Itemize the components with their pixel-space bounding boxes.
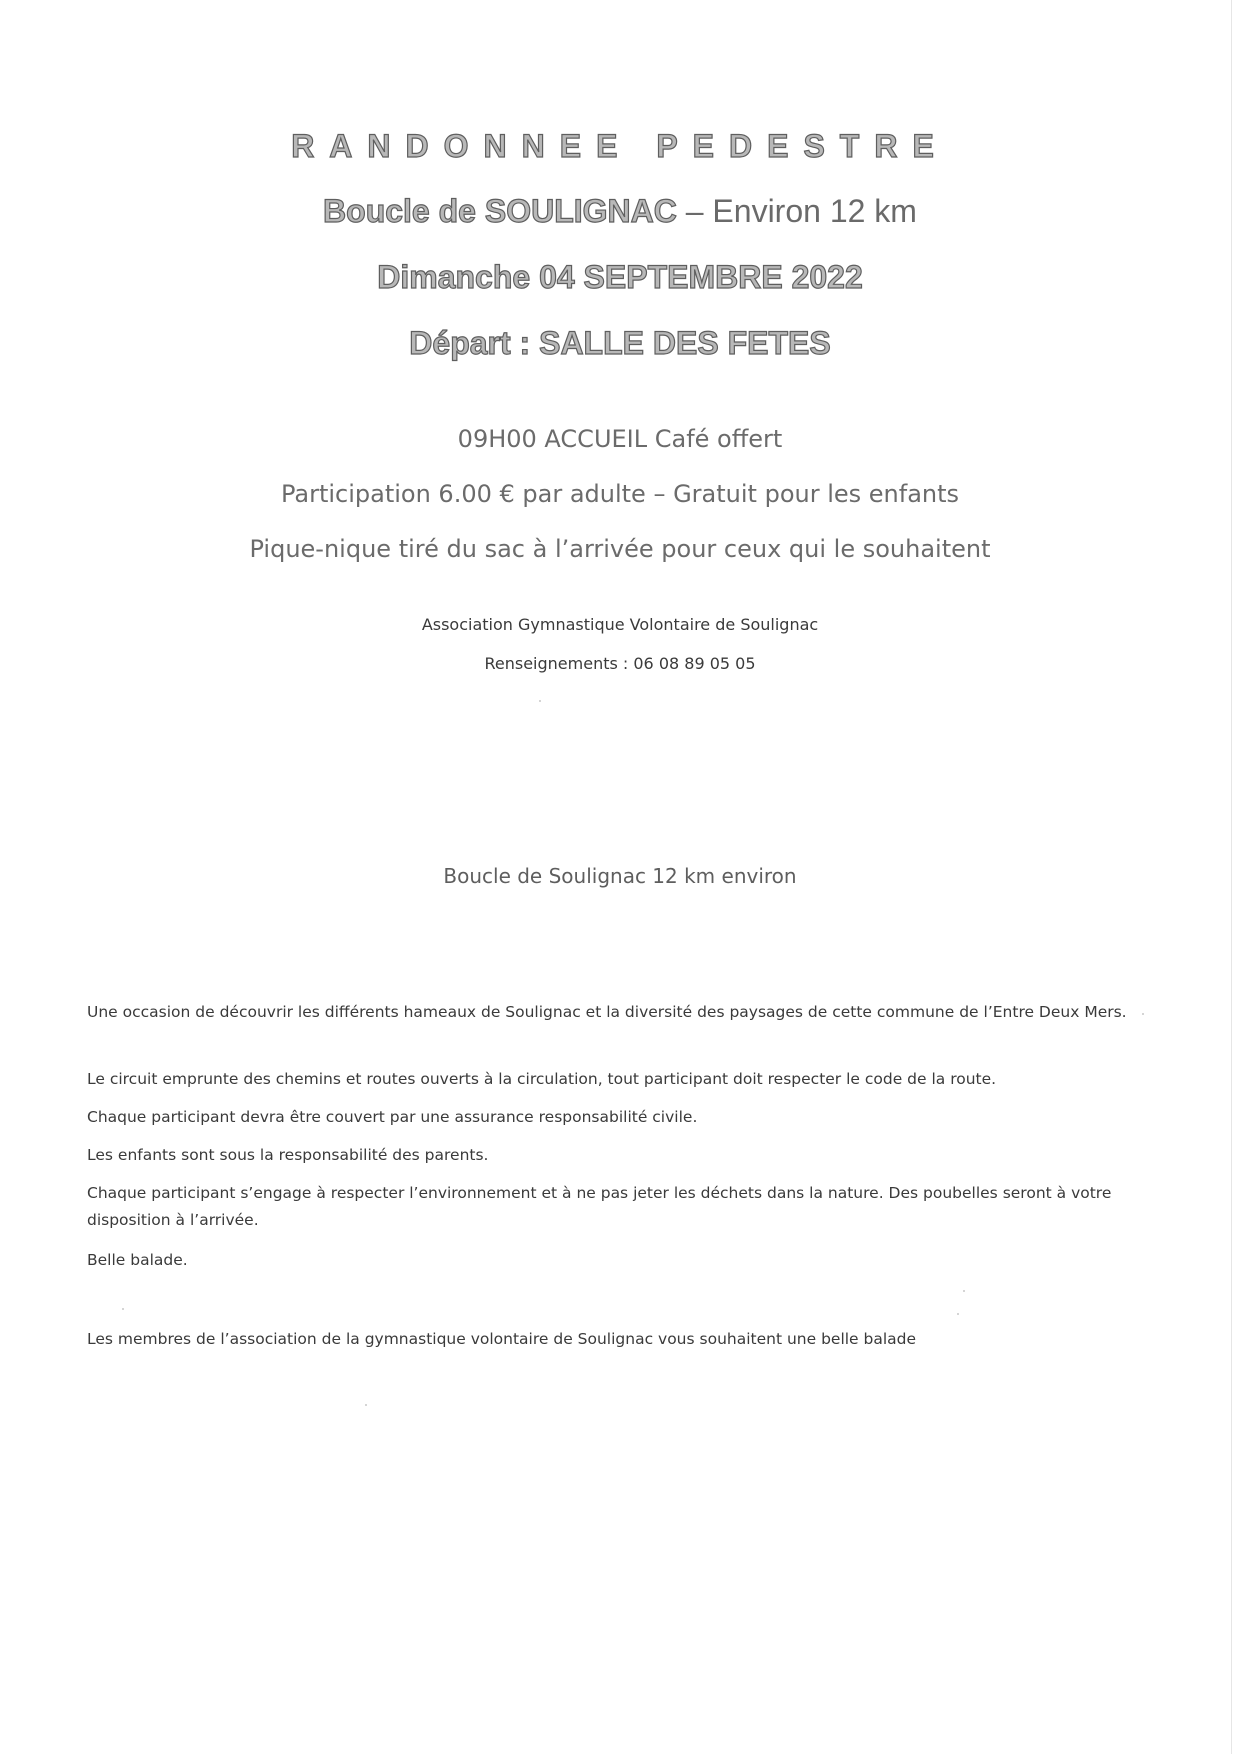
paragraph-members: Les membres de l’association de la gymnastique volontaire de Soulignac vous souhaitent une belle balade [87,1330,917,1348]
paragraph-traffic: Le circuit emprunte des chemins et routes ouverts à la circulation, tout participant doit respecter le code de la route. [87,1070,997,1088]
welcome-info: 09H00 ACCUEIL Café offert [457,425,783,453]
loop-heading-distance: – Environ 12 km [676,193,917,229]
scan-speck [122,1308,124,1310]
loop-subtitle: Boucle de Soulignac 12 km environ [443,864,797,888]
departure-location: Départ : SALLE DES FETES [409,325,831,361]
paragraph-environment: Chaque participant s’engage à respecter l’environnement et à ne pas jeter les déchets dans la nature. Des poubelles seront à votre disposition à l’arrivée. [87,1184,1112,1229]
scan-speck [957,1313,959,1315]
paragraph-insurance: Chaque participant devra être couvert par une assurance responsabilité civile. [87,1108,698,1126]
scan-speck [539,700,541,702]
loop-heading [0,193,1240,230]
paragraph-intro: Une occasion de découvrir les différents hameaux de Soulignac et la diversité des paysages de cette commune de l’Entre Deux Mers. [87,1003,1127,1021]
scan-speck [963,1290,965,1292]
participation-info: Participation 6.00 € par adulte – Gratuit pour les enfants [280,480,960,508]
scan-speck [1142,1013,1144,1015]
page-title: RANDONNEE PEDESTRE [291,128,949,164]
loop-heading-bold: Boucle de SOULIGNAC [323,193,677,229]
association-name: Association Gymnastique Volontaire de Soulignac [421,615,819,634]
paragraph-children: Les enfants sont sous la responsabilité des parents. [87,1146,489,1164]
picnic-info: Pique-nique tiré du sac à l’arrivée pour ceux qui le souhaitent [249,535,991,563]
scan-speck [365,1404,367,1406]
paragraph-closing: Belle balade. [87,1251,188,1269]
event-date: Dimanche 04 SEPTEMBRE 2022 [377,259,863,295]
contact-phone: Renseignements : 06 08 89 05 05 [484,654,756,673]
